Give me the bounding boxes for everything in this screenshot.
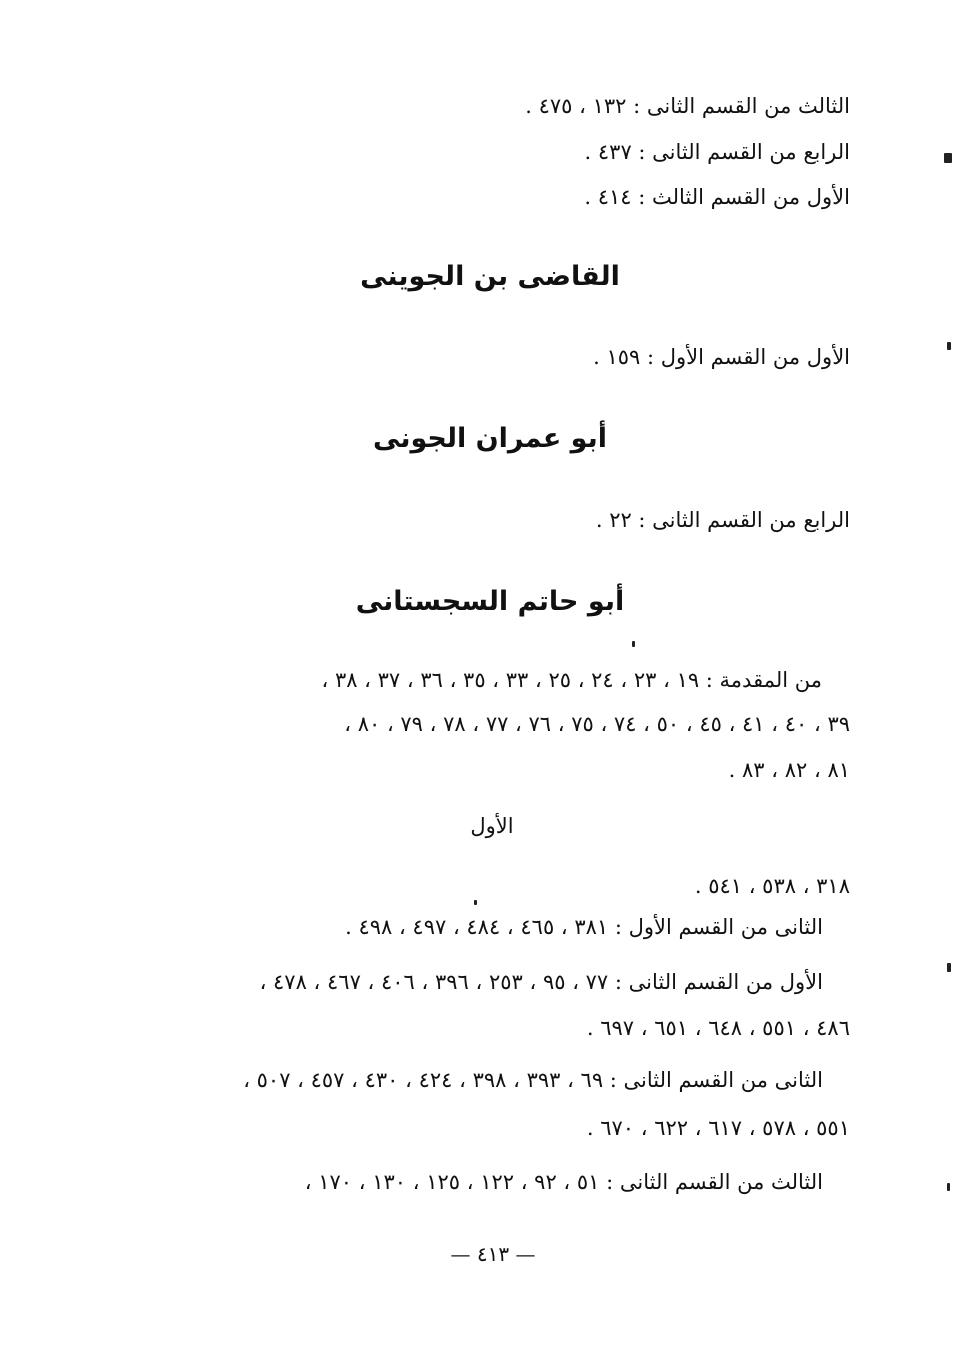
entry-line: الثالث من القسم الثانى : ١٣٢ ، ٤٧٥ . (525, 94, 850, 118)
entry-line: الرابع من القسم الثانى : ٢٢ . (595, 508, 850, 532)
page-number: — ٤١٣ — (450, 1242, 536, 1266)
entry-line: الأول من القسم الثالث : ٤١٤ . (584, 185, 850, 209)
subheading: الأول (470, 814, 514, 838)
entry-line: الثانى من القسم الأول : ٣٨١ ، ٤٦٥ ، ٤٨٤ ، ٤٩٧ ، ٤٩٨ . (345, 915, 823, 939)
entry-line: الأول من القسم الأول : ١٥٩ . (593, 345, 850, 369)
scan-mark (947, 342, 951, 350)
entry-line: ٤٨٦ ، ٥٥١ ، ٦٤٨ ، ٦٥١ ، ٦٩٧ . (586, 1016, 850, 1040)
entry-line: ٨١ ، ٨٢ ، ٨٣ . (728, 758, 850, 782)
entry-line: من المقدمة : ١٩ ، ٢٣ ، ٢٤ ، ٢٥ ، ٣٣ ، ٣٥ ، ٣٦ ، ٣٧ ، ٣٨ ، (321, 668, 822, 692)
entry-line: الأول من القسم الثانى : ٧٧ ، ٩٥ ، ٢٥٣ ، ٣٩٦ ، ٤٠٦ ، ٤٦٧ ، ٤٧٨ ، (259, 970, 823, 994)
entry-line: الرابع من القسم الثانى : ٤٣٧ . (584, 140, 850, 164)
section-heading: أبو حاتم السجستانى (355, 586, 625, 617)
scan-mark (474, 900, 477, 905)
scan-mark (632, 641, 635, 647)
scan-mark (944, 153, 952, 163)
section-heading: أبو عمران الجونى (373, 423, 607, 454)
entry-line: ٣٩ ، ٤٠ ، ٤١ ، ٤٥ ، ٥٠ ، ٧٤ ، ٧٥ ، ٧٦ ، ٧٧ ، ٧٨ ، ٧٩ ، ٨٠ ، (344, 712, 850, 736)
entry-line: الثانى من القسم الثانى : ٦٩ ، ٣٩٣ ، ٣٩٨ ، ٤٢٤ ، ٤٣٠ ، ٤٥٧ ، ٥٠٧ ، (243, 1068, 823, 1092)
entry-line: الثالث من القسم الثانى : ٥١ ، ٩٢ ، ١٢٢ ، ١٢٥ ، ١٣٠ ، ١٧٠ ، (304, 1170, 823, 1194)
entry-line: ٣١٨ ، ٥٣٨ ، ٥٤١ . (694, 874, 850, 898)
scan-mark (947, 963, 951, 972)
entry-line: ٥٥١ ، ٥٧٨ ، ٦١٧ ، ٦٢٢ ، ٦٧٠ . (586, 1116, 850, 1140)
scan-mark (947, 1183, 950, 1191)
section-heading: القاضى بن الجوينى (360, 261, 620, 292)
